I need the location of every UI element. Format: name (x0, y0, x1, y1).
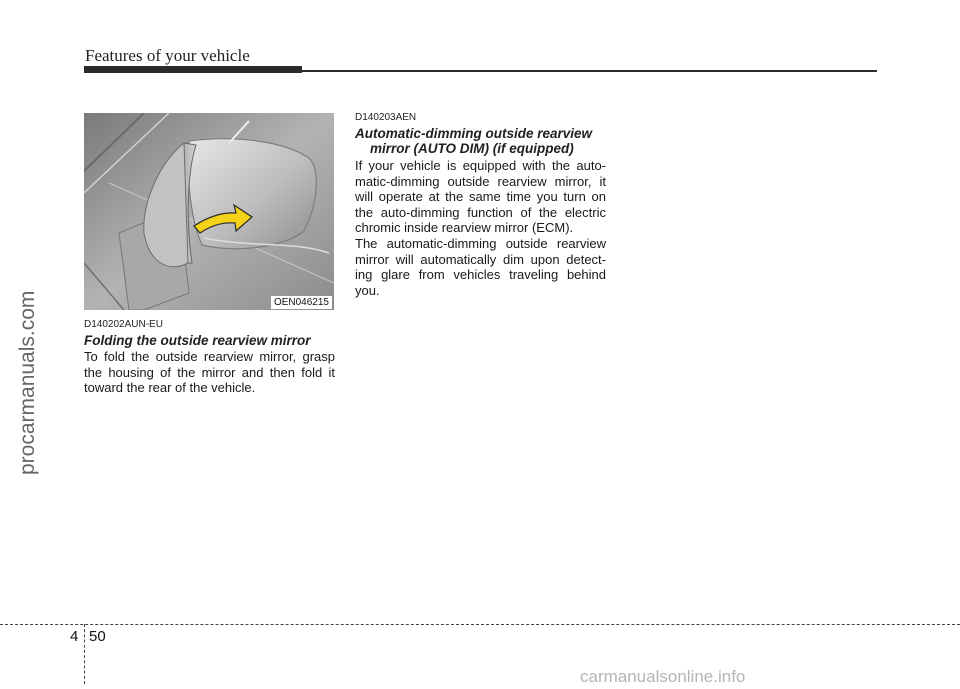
footer-rule (0, 624, 960, 625)
page-number: 50 (89, 628, 106, 645)
section-heading-right-line2: mirror (AUTO DIM) (if equipped) (370, 141, 574, 156)
section-heading-right-line1: Automatic-dimming outside rearview (355, 126, 593, 141)
bottom-watermark: carmanualsonline.info (580, 667, 746, 686)
section-paragraph-right-1: If your vehicle is equipped with the auto-matic-dimming outside rearview mirror, it will operate at the same time you turn on the auto-dimming function of the electric chromic inside rearview mirror (ECM). (355, 158, 606, 235)
section-code-left: D140202AUN-EU (84, 319, 163, 330)
footer-divider (84, 624, 85, 684)
page-header-title: Features of your vehicle (85, 46, 250, 65)
section-paragraph-left: To fold the outside rearview mirror, grasp the housing of the mirror and then fold it toward the rear of the vehicle. (84, 349, 335, 395)
header-rule-thin (300, 70, 877, 72)
section-code-right: D140203AEN (355, 112, 417, 123)
side-watermark: procarmanuals.com (16, 290, 39, 475)
section-paragraph-right-2: The automatic-dimming outside rearview mirror will automatically dim upon detect-ing glare from vehicles traveling behind you. (355, 236, 606, 298)
mirror-illustration (84, 113, 334, 310)
section-heading-left: Folding the outside rearview mirror (84, 333, 311, 348)
chapter-number: 4 (70, 628, 79, 645)
figure-code: OEN046215 (271, 296, 332, 309)
mirror-drawing (84, 113, 334, 310)
header-rule-thick (84, 66, 302, 73)
